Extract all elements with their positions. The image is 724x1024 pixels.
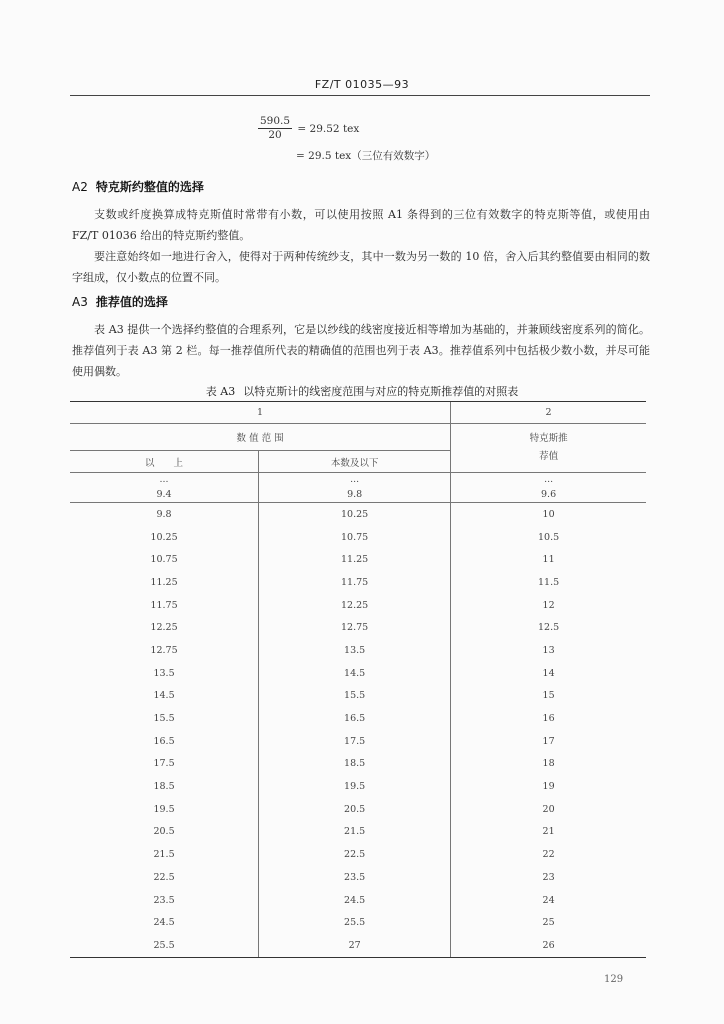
recommended-value-header: 特克斯推荐值 [451, 424, 646, 473]
table-row [70, 503, 646, 526]
recommended-value-cell: 10.5 [451, 526, 646, 549]
recommended-value-cell: 24 [451, 889, 646, 912]
range-above-cell: 20.5 [153, 826, 175, 838]
table-number: 表 A3 [205, 385, 236, 398]
column-number-2: 2 [451, 402, 646, 424]
range-upto-cell: 10.25 [259, 503, 451, 526]
range-above-cell: 15.5 [153, 713, 175, 725]
ellipsis: … [159, 474, 169, 485]
range-above-cell: 18.5 [153, 781, 175, 793]
range-upto-cell: 22.5 [259, 843, 451, 866]
standard-code-header: FZ/T 01035—93 [314, 78, 410, 91]
paragraph: 支数或纤度换算成特克斯值时常带有小数，可以使用按照 A1 条得到的三位有效数字的特克斯等值，或使用由 FZ/T 01036 给出的特克斯约整值。 [72, 208, 650, 242]
range-upto-cell: 18.5 [259, 753, 451, 776]
table-column-number-row [70, 402, 646, 424]
range-upto-cell: 14.5 [259, 662, 451, 685]
fraction-denominator: 20 [268, 129, 282, 141]
table-header-row [70, 424, 646, 451]
table-row [70, 526, 646, 549]
range-above-cell: 10.75 [150, 554, 178, 566]
up-to-header: 本数及以下 [259, 451, 451, 473]
table-row [70, 730, 646, 753]
header-rule [70, 95, 650, 96]
range-upto-cell: 12.75 [259, 616, 451, 639]
paragraph: 表 A3 提供一个选择约整值的合理系列，它是以纱线的线密度接近相等增加为基础的，并兼顾线密度系列的简化。推荐值列于表 A3 第 2 栏。每一推荐值所代表的精确值的范围也列于表 A3。推荐值系列中包括极少数小数，并尽可能使用偶数。 [72, 323, 650, 378]
range-above-cell: 13.5 [153, 667, 175, 679]
range-above-cell: 21.5 [153, 849, 175, 861]
formula-line-2: = 29.5 tex（三位有效数字） [296, 150, 436, 162]
paragraph: 要注意始终如一地进行舍入，使得对于两种传统纱支，其中一数为另一数的 10 倍，舍入后其约整值要由相同的数字组成，仅小数点的位置不同。 [72, 250, 650, 284]
range-above-cell: 9.4 [70, 486, 259, 503]
recommended-value-cell: 11.5 [451, 571, 646, 594]
value-range-header: 数 值 范 围 [70, 424, 451, 451]
section-a2-body [72, 204, 650, 288]
table-row [70, 866, 646, 889]
table-row [70, 707, 646, 730]
recommended-value-cell: 25 [451, 911, 646, 934]
range-above-cell: 16.5 [153, 735, 175, 747]
range-above-cell: 12.75 [150, 644, 178, 656]
fraction [258, 115, 292, 142]
table-row [70, 753, 646, 776]
recommended-value-cell: 23 [451, 866, 646, 889]
section-title: 特克斯约整值的选择 [95, 180, 204, 194]
range-upto-cell: 27 [259, 934, 451, 957]
range-above-cell: 9.8 [156, 508, 172, 520]
table-row [70, 639, 646, 662]
table-row [70, 843, 646, 866]
range-above-cell: 12.25 [150, 622, 178, 634]
range-upto-cell: 23.5 [259, 866, 451, 889]
recommended-value-cell: 14 [451, 662, 646, 685]
table-row [70, 911, 646, 934]
table-row [70, 548, 646, 571]
recommended-value-cell: 11 [451, 548, 646, 571]
section-a3-body [72, 319, 650, 382]
recommended-value-cell: 12 [451, 594, 646, 617]
recommended-value-cell: 26 [451, 934, 646, 957]
recommended-value-cell: 21 [451, 821, 646, 844]
range-above-cell: 11.25 [150, 576, 178, 588]
recommended-value-cell: 9.6 [451, 486, 646, 503]
table-row [70, 889, 646, 912]
table-row [70, 934, 646, 957]
table-row [70, 662, 646, 685]
range-upto-cell: 10.75 [259, 526, 451, 549]
table-row [70, 594, 646, 617]
range-upto-cell: 20.5 [259, 798, 451, 821]
tex-range-table [70, 401, 646, 958]
range-above-cell: 24.5 [153, 917, 175, 929]
section-title: 推荐值的选择 [95, 295, 168, 309]
range-above-cell: 10.25 [150, 531, 178, 543]
range-upto-cell: 24.5 [259, 889, 451, 912]
recommended-value-cell: 10 [451, 503, 646, 526]
recommended-value-cell: 15 [451, 685, 646, 708]
table-title: 以特克斯计的线密度范围与对应的特克斯推荐值的对照表 [243, 385, 519, 398]
ellipsis-row [70, 473, 646, 487]
table-row [70, 775, 646, 798]
table-row [70, 685, 646, 708]
recommended-value-cell: 16 [451, 707, 646, 730]
range-upto-cell: 25.5 [259, 911, 451, 934]
range-above-cell: 11.75 [150, 599, 178, 611]
range-upto-cell: 11.25 [259, 548, 451, 571]
fraction-numerator: 590.5 [260, 115, 291, 127]
range-upto-cell: 13.5 [259, 639, 451, 662]
table-row [70, 821, 646, 844]
recommended-value-cell: 22 [451, 843, 646, 866]
range-above-cell: 23.5 [153, 894, 175, 906]
formula-result: = 29.52 tex [297, 122, 360, 135]
recommended-value-cell: 12.5 [451, 616, 646, 639]
table-row [70, 571, 646, 594]
range-above-cell: 17.5 [153, 758, 175, 770]
range-above-cell: 25.5 [70, 934, 259, 957]
range-upto-cell: 15.5 [259, 685, 451, 708]
ellipsis: … [451, 473, 646, 487]
range-above-cell: 14.5 [153, 690, 175, 702]
recommended-value-cell: 17 [451, 730, 646, 753]
column-number-1: 1 [70, 402, 451, 424]
range-upto-cell: 19.5 [259, 775, 451, 798]
range-above-cell: 22.5 [153, 871, 175, 883]
table-row [70, 616, 646, 639]
range-upto-cell: 12.25 [259, 594, 451, 617]
range-above-cell: 19.5 [153, 803, 175, 815]
recommended-value-cell: 20 [451, 798, 646, 821]
ellipsis: … [259, 473, 451, 487]
section-number: A3 [72, 295, 88, 309]
table-row [70, 486, 646, 503]
range-upto-cell: 17.5 [259, 730, 451, 753]
section-a3-heading [72, 293, 168, 310]
recommended-value-cell: 13 [451, 639, 646, 662]
table-row [70, 798, 646, 821]
recommended-value-cell: 18 [451, 753, 646, 776]
formula-line-1 [258, 115, 359, 142]
section-a2-heading [72, 178, 204, 195]
range-upto-cell: 9.8 [259, 486, 451, 503]
section-number: A2 [72, 180, 88, 194]
table-caption [0, 383, 724, 399]
range-upto-cell: 11.75 [259, 571, 451, 594]
recommended-value-cell: 19 [451, 775, 646, 798]
above-header: 以 上 [70, 451, 259, 473]
range-upto-cell: 21.5 [259, 821, 451, 844]
range-upto-cell: 16.5 [259, 707, 451, 730]
page-number: 129 [604, 974, 624, 985]
